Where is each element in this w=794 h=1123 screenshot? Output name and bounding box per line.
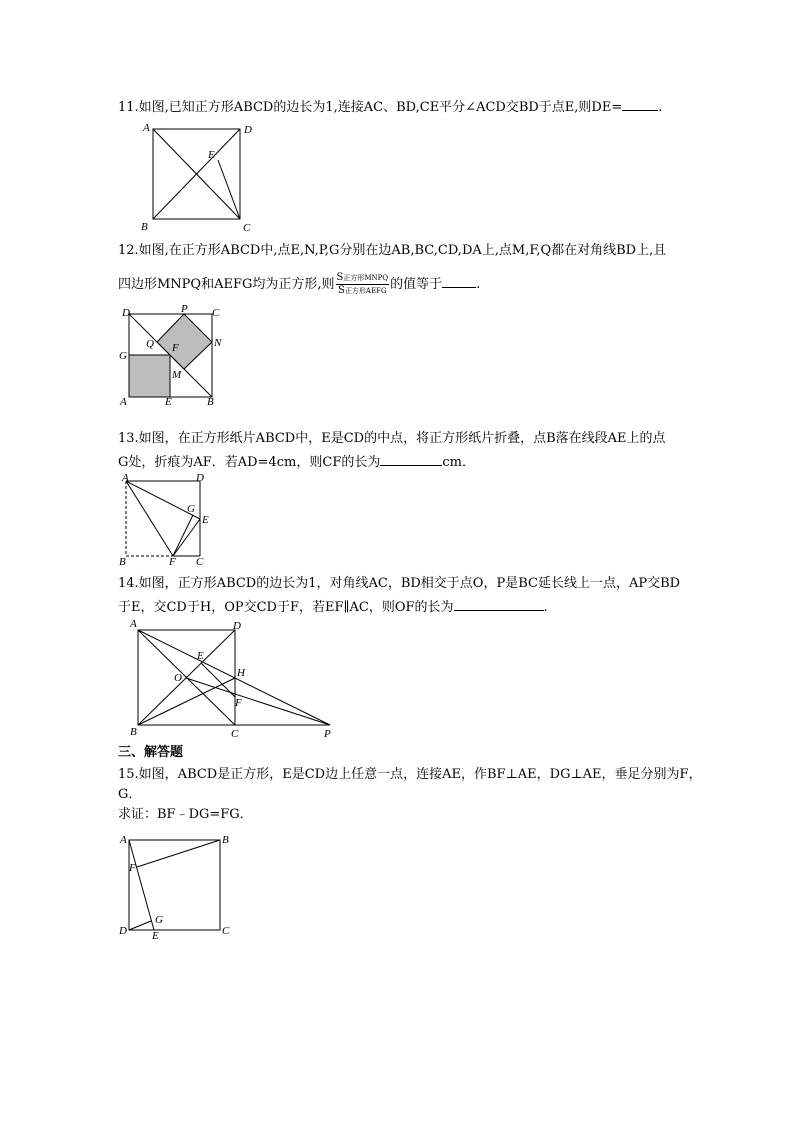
q14-label-b: B <box>130 726 137 738</box>
q12-label-a: A <box>120 396 127 408</box>
q12-num-s: S <box>336 272 344 283</box>
q15-label-e: E <box>152 930 159 942</box>
q12-label-d: D <box>122 307 130 319</box>
q14-label-o: O <box>174 672 182 684</box>
q15-label-c: C <box>222 925 230 937</box>
section-3-title: 三、解答题 <box>118 745 184 760</box>
q15-line2: G． <box>118 787 142 802</box>
q13-figure <box>116 474 216 570</box>
q11-figure <box>140 122 260 234</box>
q14-label-d: D <box>233 620 241 632</box>
q15-label-d: D <box>119 925 127 937</box>
q15-line1: 15.如图，ABCD是正方形，E是CD边上任意一点，连接AE，作BF⊥AE，DG⊥AE，垂足分别为F， <box>118 767 702 782</box>
question-13-line2 <box>118 453 475 471</box>
q13-label-f: F <box>169 556 176 568</box>
q15-line-dg <box>129 921 151 930</box>
q11-label-a: A <box>143 122 150 134</box>
q12-line2-pre: 四边形MNPQ和AEFG均为正方形,则 <box>118 277 335 292</box>
q14-line-op <box>186 678 330 725</box>
q14-answer-blank[interactable] <box>454 598 544 611</box>
q12-square-aefg <box>129 355 170 397</box>
question-11 <box>118 98 662 116</box>
q13-line-fe <box>173 519 200 556</box>
q13-label-e: E <box>202 514 209 526</box>
q15-label-g: G <box>155 914 163 926</box>
q11-answer-blank[interactable] <box>622 98 658 111</box>
q15-label-a: A <box>120 834 127 846</box>
section-3-heading <box>118 745 183 761</box>
q12-line1: 12.如图,在正方形ABCD中,点E,N,P,G分别在边AB,BC,CD,DA上,点M,F,Q都在对角线BD上,且 <box>118 243 667 258</box>
q12-den-sub: 正方形AEFG <box>344 287 387 295</box>
q12-label-n: N <box>214 337 222 349</box>
q12-num-sub: 正方形MNPQ <box>343 274 389 282</box>
q12-den-s: S <box>338 285 345 296</box>
q13-line2-pre: G处，折痕为AF．若AD=4cm，则CF的长为 <box>118 455 381 470</box>
q11-label-c: C <box>243 222 251 234</box>
q14-figure <box>122 618 342 740</box>
q12-answer-blank[interactable] <box>442 275 476 288</box>
q14-line-bh <box>138 678 235 725</box>
q14-label-a: A <box>130 618 137 630</box>
q14-line2-pre: 于E，交CD于H，OP交CD于F，若EF∥AC，则OF的长为 <box>118 600 454 615</box>
question-14-line2 <box>118 598 548 616</box>
q13-answer-blank[interactable] <box>380 453 442 466</box>
q13-label-b: B <box>119 556 126 568</box>
q13-line1: 13.如图，在正方形纸片ABCD中，E是CD的中点，将正方形纸片折叠，点B落在线段AE上的点 <box>118 431 666 446</box>
q15-label-f: F <box>129 862 136 874</box>
q14-label-f: F <box>235 697 242 709</box>
q12-label-c: C <box>212 307 220 319</box>
q14-label-e: E <box>197 650 204 662</box>
q15-line-bf <box>137 840 220 867</box>
q15-line-ae <box>129 840 154 930</box>
q11-text: 11.如图,已知正方形ABCD的边长为1,连接AC、BD,CE平分∠ACD交BD于点E,则DE= <box>118 100 623 115</box>
q12-figure <box>116 304 226 408</box>
q12-label-b: B <box>207 396 214 408</box>
q12-end: . <box>476 277 481 292</box>
q11-line-ce <box>218 160 240 219</box>
question-14-line1 <box>118 576 680 592</box>
q14-label-p: P <box>324 728 331 740</box>
q13-label-c: C <box>196 556 204 568</box>
q12-label-p: P <box>181 303 188 315</box>
q13-line2-post: cm． <box>442 455 475 470</box>
q12-label-q: Q <box>146 338 154 350</box>
q11-end: . <box>658 100 663 115</box>
q13-crease-af <box>126 481 173 556</box>
q14-line1: 14.如图，正方形ABCD的边长为1，对角线AC，BD相交于点O，P是BC延长线上一点，AP交BD <box>118 576 681 591</box>
q12-label-m: M <box>172 369 182 381</box>
question-13-line1 <box>118 431 666 447</box>
q15-figure <box>116 830 236 940</box>
q12-label-f: F <box>172 342 179 354</box>
question-15-line3 <box>118 807 253 823</box>
q11-label-e: E <box>208 149 215 161</box>
q13-label-a: A <box>122 472 129 484</box>
q15-label-b: B <box>222 834 229 846</box>
question-15-line2 <box>118 787 141 803</box>
q13-line-fg <box>173 515 193 556</box>
q15-line3: 求证：BF﹣DG=FG． <box>118 807 253 822</box>
q12-fraction <box>336 272 390 297</box>
q14-end: . <box>543 600 548 615</box>
q11-label-d: D <box>244 124 252 136</box>
q12-label-e: E <box>165 396 172 408</box>
q14-label-h: H <box>237 667 245 679</box>
question-12-line2 <box>118 272 480 297</box>
q13-label-d: D <box>196 472 204 484</box>
q12-label-g: G <box>119 350 127 362</box>
question-15-line1 <box>118 767 702 783</box>
q11-label-b: B <box>141 221 148 233</box>
q15-square <box>129 840 220 930</box>
q12-line2-post: 的值等于 <box>390 277 443 292</box>
question-12-line1 <box>118 243 666 259</box>
q14-label-c: C <box>231 728 239 740</box>
q13-label-g: G <box>187 503 195 515</box>
